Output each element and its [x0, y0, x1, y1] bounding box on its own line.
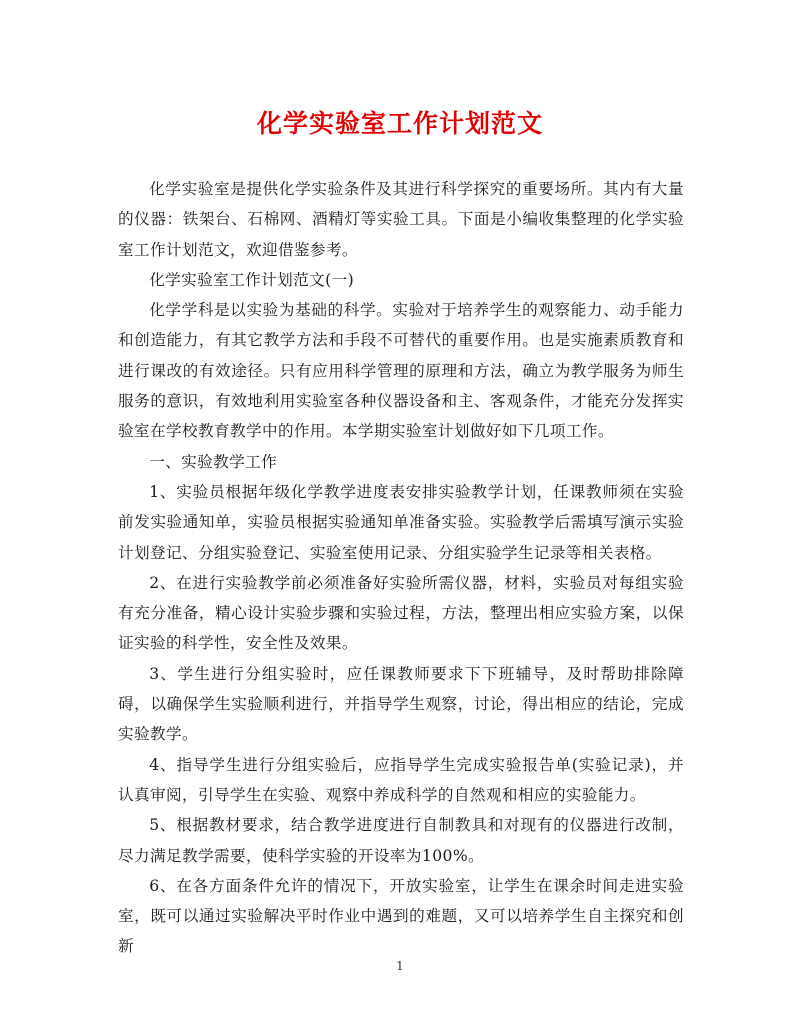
- paragraph-item-6: 6、在各方面条件允许的情况下，开放实验室，让学生在课余时间走进实验室，既可以通过实验解决平时作业中遇到的难题，又可以培养学生自主探究和创新: [118, 876, 684, 956]
- document-title: 化学实验室工作计划范文: [256, 109, 543, 138]
- paragraph-item-2: 2、在进行实验教学前必须准备好实验所需仪器，材料，实验员对每组实验有充分准备，精心设计实验步骤和实验过程，方法，整理出相应实验方案，以保证实验的科学性，安全性及效果。: [118, 573, 684, 653]
- paragraph-item-4: 4、指导学生进行分组实验后，应指导学生完成实验报告单(实验记录)，并认真审阅，引导学生在实验、观察中养成科学的自然观和相应的实验能力。: [118, 755, 684, 804]
- paragraph-overview: 化学学科是以实验为基础的科学。实验对于培养学生的观察能力、动手能力和创造能力，有其它教学方法和手段不可替代的重要作用。也是实施素质教育和进行课改的有效途径。只有应用科学管理的原理和方法，确立为教学服务为师生服务的意识，有效地利用实验室各种仪器设备和主、客观条件，才能充分发挥实验室在学校教育教学中的作用。本学期实验室计划做好如下几项工作。: [118, 301, 684, 441]
- paragraph-intro: 化学实验室是提供化学实验条件及其进行科学探究的重要场所。其内有大量的仪器：铁架台、石棉网、酒精灯等实验工具。下面是小编收集整理的化学实验室工作计划范文，欢迎借鉴参考。: [118, 180, 684, 259]
- section-heading-1: 化学实验室工作计划范文(一): [149, 270, 355, 289]
- paragraph-item-1: 1、实验员根据年级化学教学进度表安排实验教学计划，任课教师须在实验前发实验通知单，实验员根据实验通知单准备实验。实验教学后需填写演示实验计划登记、分组实验登记、实验室使用记录、分组实验学生记录等相关表格。: [118, 482, 684, 562]
- document-body: [118, 174, 684, 962]
- paragraph-item-5: 5、根据教材要求，结合教学进度进行自制教具和对现有的仪器进行改制，尽力满足教学需要，使科学实验的开设率为100%。: [118, 816, 684, 865]
- paragraph-item-3: 3、学生进行分组实验时，应任课教师要求下下班辅导，及时帮助排除障碍，以确保学生实验顺利进行，并指导学生观察，讨论，得出相应的结论，完成实验教学。: [118, 664, 684, 744]
- page-number: 1: [396, 959, 404, 973]
- subheading-teaching: 一、实验教学工作: [149, 452, 278, 471]
